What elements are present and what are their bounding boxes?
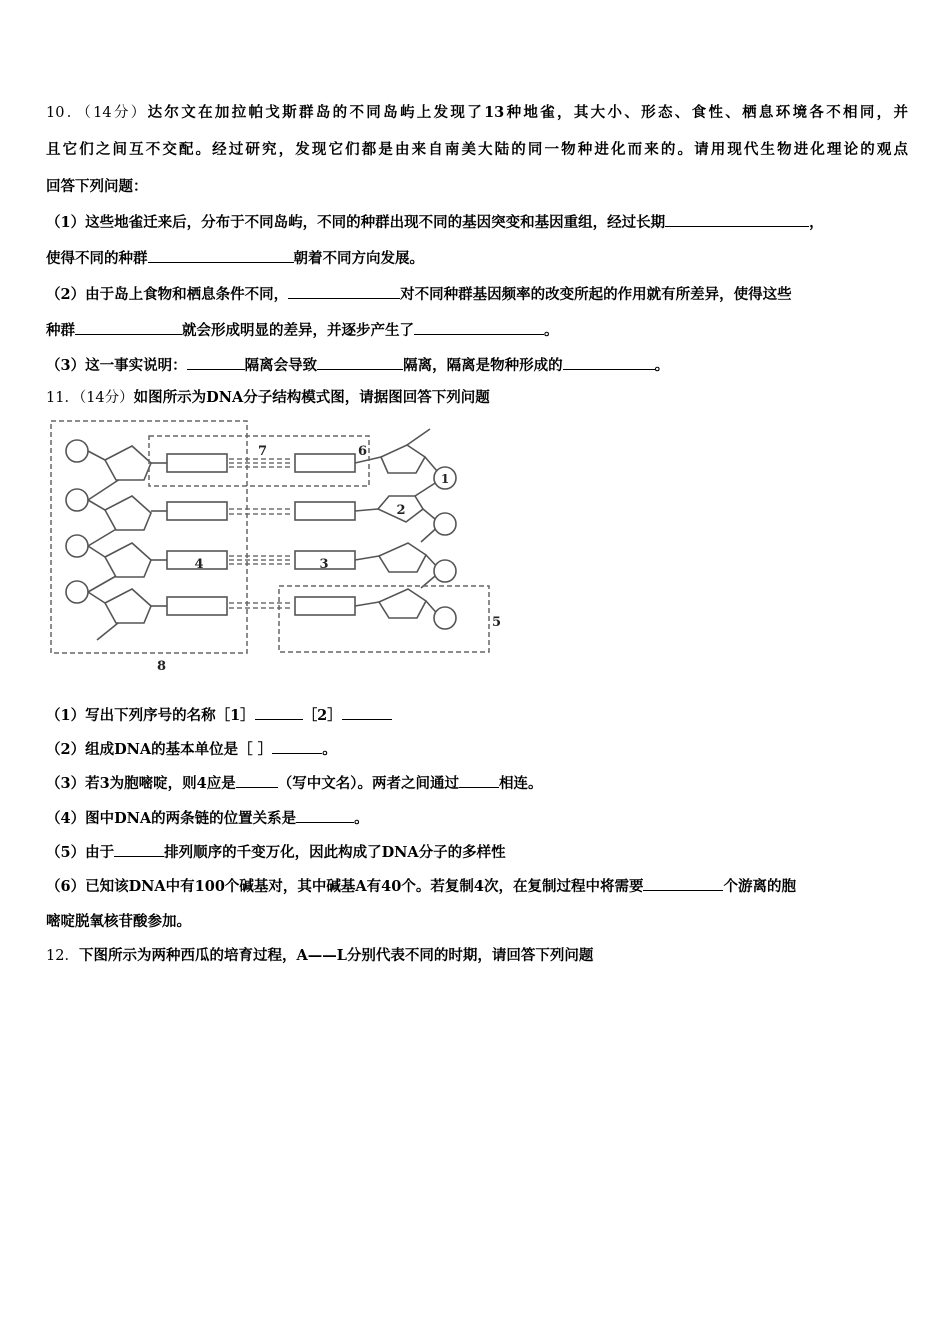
q10-p2-text-b: 对不同种群基因频率的改变所起的作用就有所差异，使得这些 xyxy=(400,286,792,303)
q11-s6-text-c: 嘧啶脱氧核苷酸参加。 xyxy=(46,913,191,930)
q11-s3-text-b: （写中文名）。两者之间通过 xyxy=(277,775,460,792)
q10-part3-line xyxy=(46,355,908,376)
q10-p2-text-c: 种群 xyxy=(46,322,75,339)
q11-s1-text-a: （1）写出下列序号的名称［1］ xyxy=(46,707,255,724)
deoxyribose-pentagon xyxy=(379,589,426,618)
q10-p1-text-a: （1）这些地雀迁来后，分布于不同岛屿，不同的种群出现不同的基因突变和基因重组，经过长期 xyxy=(46,214,666,231)
q11-s4-text-a: （4）图中DNA的两条链的位置关系是 xyxy=(46,810,297,827)
q11-stem-line xyxy=(46,388,908,408)
deoxyribose-pentagon xyxy=(105,496,151,530)
label-3: 3 xyxy=(319,557,329,572)
q11-s5-blank[interactable] xyxy=(114,842,164,857)
label-2: 2 xyxy=(396,503,406,518)
q10-part1-line-1 xyxy=(46,212,908,233)
q10-stem-line-2 xyxy=(46,140,908,160)
q11-s2-blank[interactable] xyxy=(272,739,322,754)
q10-p1-text-b: ， xyxy=(809,214,824,231)
label-6: 6 xyxy=(358,444,368,459)
q11-s1-text-b: ［2］ xyxy=(302,707,342,724)
phosphate-circle xyxy=(66,535,88,557)
q11-s6-text-a: （6）已知该DNA中有100个碱基对，其中碱基A有40个。若复制4次，在复制过程中将需要 xyxy=(46,878,644,895)
dna-structure-diagram xyxy=(45,415,515,677)
q10-p1-text-c: 使得不同的种群 xyxy=(46,250,148,267)
base-rectangle xyxy=(295,502,355,520)
q10-stem-text-3: 回答下列问题： xyxy=(46,178,148,195)
q11-s6-blank[interactable] xyxy=(643,876,723,891)
phosphate-circle xyxy=(434,560,456,582)
q11-s6-text-b: 个游离的胞 xyxy=(723,878,796,895)
q10-part2-line-2 xyxy=(46,320,908,341)
label-4: 4 xyxy=(194,557,204,572)
q12-number: 12． xyxy=(46,948,79,964)
q10-part1-line-2 xyxy=(46,248,908,269)
q10-p2-blank-1[interactable] xyxy=(288,284,400,299)
base-rectangle xyxy=(167,454,227,472)
q10-p3-text-c: 隔离，隔离是物种形成的 xyxy=(403,357,563,374)
q10-stem-text-1: 达尔文在加拉帕戈斯群岛的不同岛屿上发现了13种地雀，其大小、形态、食性、栖息环境各不相同，并 xyxy=(147,104,909,121)
q10-p3-text-d: 。 xyxy=(654,357,670,374)
phosphate-circle xyxy=(66,440,88,462)
q10-stem-line-1 xyxy=(46,103,908,123)
q11-number: 11． xyxy=(46,390,79,406)
q11-score: （14分） xyxy=(78,390,134,406)
q10-number: 10． xyxy=(46,105,84,121)
q10-p2-blank-2[interactable] xyxy=(75,320,182,335)
q10-p1-blank-2[interactable] xyxy=(148,248,294,263)
q10-p3-text-b: 隔离会导致 xyxy=(244,357,318,374)
q10-p1-blank-1[interactable] xyxy=(665,212,809,227)
base-rectangle xyxy=(295,597,355,615)
q11-s4-blank[interactable] xyxy=(296,808,354,823)
q10-p3-blank-1[interactable] xyxy=(187,355,245,370)
q10-p3-blank-3[interactable] xyxy=(563,355,655,370)
deoxyribose-pentagon xyxy=(105,589,151,623)
q11-stem-text: 如图所示为DNA分子结构模式图，请据图回答下列问题 xyxy=(133,389,490,406)
q10-p2-text-e: 。 xyxy=(544,322,559,339)
q11-sub3 xyxy=(46,773,908,794)
q10-p2-text-d: 就会形成明显的差异，并逐步产生了 xyxy=(182,322,414,339)
q12-stem-line xyxy=(46,946,908,966)
dashed-box-5 xyxy=(279,586,489,652)
deoxyribose-pentagon xyxy=(379,543,426,572)
q11-sub4 xyxy=(46,808,908,829)
label-8: 8 xyxy=(157,659,167,674)
deoxyribose-pentagon xyxy=(105,446,151,480)
q11-s5-text-b: 排列顺序的千变万化，因此构成了DNA分子的多样性 xyxy=(164,844,506,861)
q10-stem-text-2: 且它们之间互不交配。经过研究，发现它们都是由来自南美大陆的同一物种进化而来的。请用现代生物进化理论的观点 xyxy=(46,141,908,158)
q11-sub2 xyxy=(46,739,908,760)
q11-s4-text-b: 。 xyxy=(354,810,369,827)
q10-p1-text-d: 朝着不同方向发展。 xyxy=(293,250,424,267)
base-rectangle xyxy=(167,597,227,615)
q10-score: （14分） xyxy=(83,105,148,121)
phosphate-circle xyxy=(66,489,88,511)
q11-s3-blank-2[interactable] xyxy=(459,773,499,788)
q11-s3-blank-1[interactable] xyxy=(236,773,278,788)
phosphate-circle xyxy=(434,607,456,629)
q11-sub5 xyxy=(46,842,908,863)
q10-p2-blank-3[interactable] xyxy=(414,320,544,335)
base-rectangle xyxy=(295,454,355,472)
q11-s2-text-b: 。 xyxy=(322,741,337,758)
label-1: 1 xyxy=(440,472,450,486)
q11-s5-text-a: （5）由于 xyxy=(46,844,115,861)
q11-s1-blank-1[interactable] xyxy=(255,705,303,720)
q11-s1-blank-2[interactable] xyxy=(342,705,392,720)
label-5: 5 xyxy=(492,615,502,630)
base-rectangle xyxy=(167,502,227,520)
q11-s3-text-a: （3）若3为胞嘧啶，则4应是 xyxy=(46,775,236,792)
q10-part2-line-1 xyxy=(46,284,908,305)
q12-stem-text: 下图所示为两种西瓜的培育过程，A——L分别代表不同的时期，请回答下列问题 xyxy=(78,947,594,964)
q11-sub6-line-2 xyxy=(46,912,908,932)
deoxyribose-pentagon xyxy=(105,543,151,577)
deoxyribose-pentagon xyxy=(381,445,425,473)
label-7: 7 xyxy=(258,444,268,459)
phosphate-circle xyxy=(434,513,456,535)
q11-s2-text-a: （2）组成DNA的基本单位是［ ］ xyxy=(46,741,273,758)
q10-p3-blank-2[interactable] xyxy=(317,355,403,370)
phosphate-circle xyxy=(66,581,88,603)
q10-stem-line-3 xyxy=(46,177,908,197)
q10-p2-text-a: （2）由于岛上食物和栖息条件不同， xyxy=(46,286,289,303)
q11-sub1 xyxy=(46,705,908,726)
q11-sub6-line-1 xyxy=(46,876,908,897)
q10-p3-text-a: （3）这一事实说明： xyxy=(46,357,187,374)
q11-s3-text-c: 相连。 xyxy=(499,775,543,792)
